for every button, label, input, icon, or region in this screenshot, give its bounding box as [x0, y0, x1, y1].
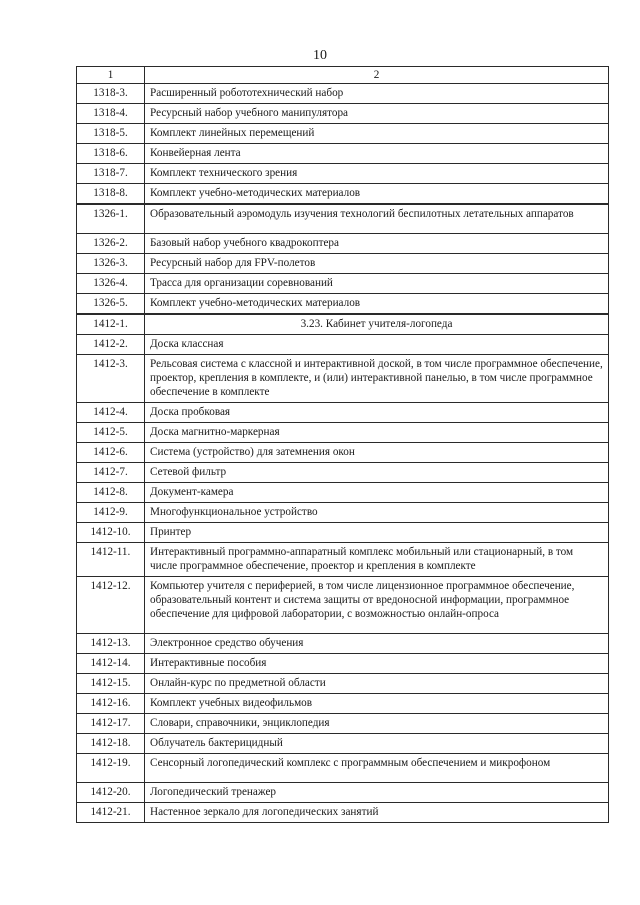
item-name: Сенсорный логопедический комплекс с программным обеспечением и микрофоном [145, 753, 609, 782]
page-number: 10 [313, 48, 327, 63]
item-code: 1412-1. [77, 314, 145, 335]
item-name: Онлайн-курс по предметной области [145, 673, 609, 693]
item-name: Сетевой фильтр [145, 462, 609, 482]
item-code: 1412-20. [77, 782, 145, 802]
item-code: 1412-11. [77, 542, 145, 576]
item-code: 1326-5. [77, 293, 145, 314]
item-name: Документ-камера [145, 482, 609, 502]
column-header-code: 1 [77, 67, 145, 84]
item-code: 1412-13. [77, 633, 145, 653]
table-row [77, 124, 609, 144]
item-code: 1318-7. [77, 164, 145, 184]
table-row [77, 253, 609, 273]
table-row [77, 293, 609, 314]
table-row [77, 753, 609, 782]
item-code: 1412-19. [77, 753, 145, 782]
table-row [77, 402, 609, 422]
item-code: 1318-3. [77, 84, 145, 104]
table-row [77, 422, 609, 442]
item-name: Ресурсный набор для FPV-полетов [145, 253, 609, 273]
table-row [77, 502, 609, 522]
table-row [77, 673, 609, 693]
item-code: 1412-12. [77, 576, 145, 633]
item-name: Комплект учебных видеофильмов [145, 693, 609, 713]
item-name: Доска магнитно-маркерная [145, 422, 609, 442]
table-row [77, 233, 609, 253]
item-name: Интерактивный программно-аппаратный комплекс мобильный или стационарный, в том числе программное обеспечение, проектор и крепления в комплекте [145, 542, 609, 576]
item-name: Принтер [145, 522, 609, 542]
item-name: Комплект учебно-методических материалов [145, 293, 609, 314]
table-row [77, 354, 609, 402]
item-code: 1412-4. [77, 402, 145, 422]
item-name: Конвейерная лента [145, 144, 609, 164]
item-code: 1318-8. [77, 184, 145, 205]
item-name: Комплект технического зрения [145, 164, 609, 184]
item-code: 1412-17. [77, 713, 145, 733]
item-code: 1412-15. [77, 673, 145, 693]
item-code: 1412-14. [77, 653, 145, 673]
item-code: 1326-3. [77, 253, 145, 273]
item-code: 1412-18. [77, 733, 145, 753]
item-code: 1412-21. [77, 802, 145, 822]
item-name: Доска пробковая [145, 402, 609, 422]
item-name: Расширенный робототехнический набор [145, 84, 609, 104]
table-row [77, 522, 609, 542]
table-row [77, 693, 609, 713]
item-name: Рельсовая система с классной и интерактивной доской, в том числе программное обеспечение, проектор, крепления в комплекте, и (или) интерактивной панелью, в том числе программное обеспечение в комплекте [145, 354, 609, 402]
column-header-name: 2 [145, 67, 609, 84]
table-row [77, 462, 609, 482]
item-code: 1412-10. [77, 522, 145, 542]
equipment-table [76, 66, 609, 823]
item-name: Доска классная [145, 334, 609, 354]
item-name: Настенное зеркало для логопедических занятий [145, 802, 609, 822]
item-code: 1412-7. [77, 462, 145, 482]
item-code: 1412-16. [77, 693, 145, 713]
item-code: 1412-5. [77, 422, 145, 442]
table-row [77, 713, 609, 733]
item-name: Компьютер учителя с периферией, в том числе лицензионное программное обеспечение, образовательный контент и система защиты от вредоносной информации, программное обеспечение для цифровой лаборатории, с возможностью онлайн-опроса [145, 576, 609, 633]
table-header-row [77, 67, 609, 84]
table-row [77, 733, 609, 753]
table-row [77, 802, 609, 822]
table-row [77, 633, 609, 653]
item-name: Система (устройство) для затемнения окон [145, 442, 609, 462]
item-name: Многофункциональное устройство [145, 502, 609, 522]
table-row [77, 164, 609, 184]
item-name: Образовательный аэромодуль изучения технологий беспилотных летательных аппаратов [145, 204, 609, 233]
item-code: 1412-8. [77, 482, 145, 502]
table-row [77, 542, 609, 576]
item-code: 1318-5. [77, 124, 145, 144]
item-code: 1412-2. [77, 334, 145, 354]
section-heading: 3.23. Кабинет учителя-логопеда [145, 314, 609, 335]
table-row [77, 334, 609, 354]
item-code: 1412-3. [77, 354, 145, 402]
item-name: Ресурсный набор учебного манипулятора [145, 104, 609, 124]
item-name: Логопедический тренажер [145, 782, 609, 802]
item-name: Комплект учебно-методических материалов [145, 184, 609, 205]
item-code: 1326-2. [77, 233, 145, 253]
item-code: 1326-4. [77, 273, 145, 293]
table-row [77, 442, 609, 462]
table-row [77, 204, 609, 233]
item-name: Интерактивные пособия [145, 653, 609, 673]
table-row [77, 184, 609, 205]
table-row [77, 84, 609, 104]
item-code: 1318-6. [77, 144, 145, 164]
item-name: Базовый набор учебного квадрокоптера [145, 233, 609, 253]
item-code: 1412-9. [77, 502, 145, 522]
table-row [77, 782, 609, 802]
table-row [77, 104, 609, 124]
table-body [77, 84, 609, 823]
table-row [77, 576, 609, 633]
table-row [77, 482, 609, 502]
item-code: 1326-1. [77, 204, 145, 233]
table-row [77, 273, 609, 293]
item-name: Комплект линейных перемещений [145, 124, 609, 144]
item-name: Трасса для организации соревнований [145, 273, 609, 293]
table-row [77, 144, 609, 164]
item-name: Электронное средство обучения [145, 633, 609, 653]
table-row [77, 314, 609, 335]
item-name: Словари, справочники, энциклопедия [145, 713, 609, 733]
item-code: 1318-4. [77, 104, 145, 124]
item-name: Облучатель бактерицидный [145, 733, 609, 753]
item-code: 1412-6. [77, 442, 145, 462]
table-row [77, 653, 609, 673]
